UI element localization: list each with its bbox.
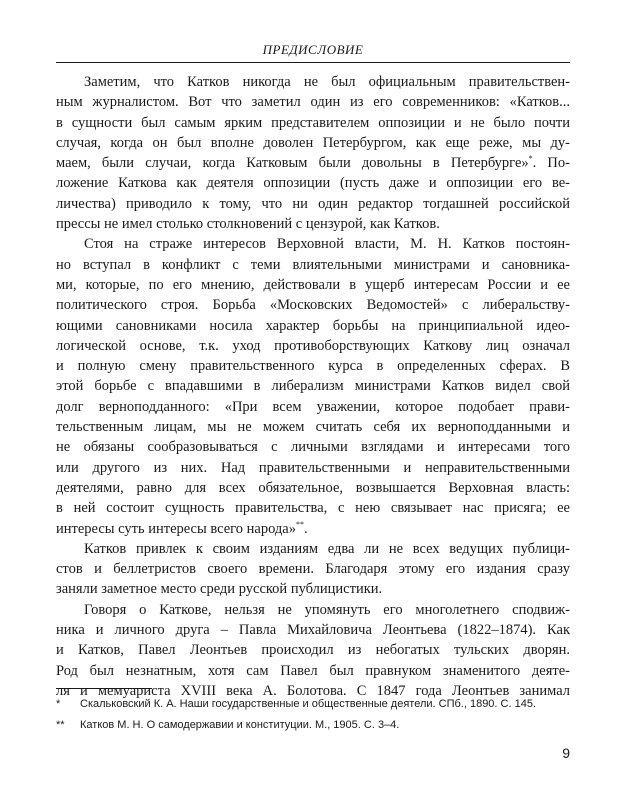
text-line: логической основе, т.к. уход противоборствующих Каткову лиц означал bbox=[56, 337, 570, 354]
text-line bbox=[56, 153, 570, 173]
text-line: Стоя на страже интересов Верховной власти, М. Н. Катков постоян- bbox=[84, 236, 570, 253]
footnote bbox=[56, 715, 570, 736]
header-rule bbox=[56, 62, 570, 63]
text-line: и полную смену правительственного курса в определенных сферах. В bbox=[56, 358, 570, 375]
footnotes bbox=[56, 694, 570, 736]
text-line: ложение Каткова как деятеля оппозиции (пусть даже и оппозиции его ве- bbox=[56, 175, 570, 192]
text-line: случая, когда он был вполне доволен Петербургом, как еще реже, мы ду- bbox=[56, 134, 570, 151]
text-line: или другого из них. Над правительственными и неправительственными bbox=[56, 459, 570, 476]
text-segment: . bbox=[303, 520, 308, 537]
footnote-mark: ** bbox=[56, 719, 65, 731]
body-text bbox=[56, 72, 570, 701]
paragraph-2 bbox=[56, 234, 570, 538]
footnote-ref: * bbox=[528, 154, 533, 164]
footnote-text: Скальковский К. А. Наши государственные и общественные деятели. СПб., 1890. С. 145. bbox=[80, 698, 537, 710]
text-segment: интересы суть интересы всего народа» bbox=[56, 520, 296, 537]
paragraph-4 bbox=[56, 600, 570, 701]
footnote-ref: ** bbox=[295, 519, 304, 529]
text-line: в сущности был самым ярким представителем оппозиции и не было почти bbox=[56, 114, 570, 131]
text-line: этой борьбе с впадавшими в либерализм министрами Катков видел свой bbox=[56, 378, 570, 395]
paragraph-1 bbox=[56, 72, 570, 234]
text-line: в ней состоит сущность правительства, с нею связывает нас присяга; ее bbox=[56, 500, 570, 517]
text-line: ми, которые, по его мнению, действовали в ущерб интересам России и ее bbox=[56, 276, 570, 293]
text-line: ющими сановниками носила характер борьбы на принципиальной идео- bbox=[56, 317, 570, 334]
footnote-mark: * bbox=[56, 698, 61, 710]
text-line: прессы не имел столько столкновений с цензурой, как Катков. bbox=[56, 216, 440, 233]
paragraph-3 bbox=[56, 539, 570, 600]
text-line: долг верноподданного: «При всем уважении, которое подобает прави- bbox=[56, 398, 570, 415]
text-line: Заметим, что Катков никогда не был официальным правительствен- bbox=[84, 74, 570, 90]
text-line: и Катков, Павел Леонтьев происходил из небогатых тульских дворян. bbox=[56, 642, 570, 659]
text-line: ля и мемуариста XVIII века А. Болотова. С 1847 года Леонтьев занимал bbox=[56, 682, 570, 699]
text-line: Говоря о Каткове, нельзя не упомянуть его многолетнего сподвиж- bbox=[84, 601, 570, 618]
text-line: Катков привлек к своим изданиям едва ли не всех ведущих публици- bbox=[84, 540, 570, 557]
footnote-rule bbox=[56, 688, 152, 689]
text-line: тельственным лицам, мы не можем считать себя их верноподданными и bbox=[56, 419, 570, 436]
text-line: ным журналистом. Вот что заметил один из его современников: «Катков... bbox=[56, 94, 570, 111]
footnote bbox=[56, 694, 570, 715]
text-line bbox=[56, 519, 570, 539]
text-line: личества) приводило к тому, что ни один редактор тогдашней российской bbox=[56, 195, 570, 212]
text-line: политического строя. Борьба «Московских Ведомостей» с либеральству- bbox=[56, 297, 570, 314]
text-segment: . По- bbox=[532, 155, 570, 172]
text-line: не обязаны сообразовываться с личными взглядами и интересами того bbox=[56, 439, 570, 456]
text-line: стов и беллетристов своего времени. Благодаря этому его издания сразу bbox=[56, 561, 570, 578]
text-line: ника и личного друга – Павла Михайловича Леонтьева (1822–1874). Как bbox=[56, 622, 570, 639]
text-line: деятелями, равно для всех обязательное, возвышается Верховная власть: bbox=[56, 479, 570, 496]
text-line: заняли заметное место среди русской публицистики. bbox=[56, 581, 383, 598]
text-line: но вступал в конфликт с теми влиятельными министрами и сановника- bbox=[56, 256, 570, 273]
page-number: 9 bbox=[562, 745, 570, 761]
running-header: ПРЕДИСЛОВИЕ bbox=[262, 42, 364, 57]
footnote-text: Катков М. Н. О самодержавии и конституции. М., 1905. С. 3–4. bbox=[80, 719, 400, 731]
text-line: Род был незнатным, хотя сам Павел был правнуком знаменитого деяте- bbox=[56, 662, 570, 679]
text-segment: маем, были случаи, когда Катковым были довольны в Петербурге» bbox=[56, 155, 529, 172]
